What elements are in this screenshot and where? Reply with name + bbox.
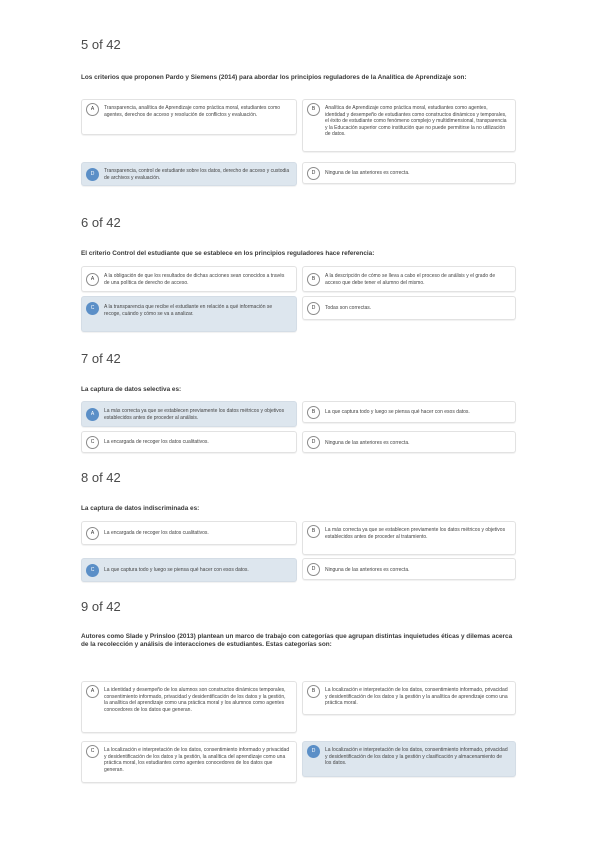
option-text: La localización e interpretación de los datos, consentimiento informado y privacidad y desidentificación de los datos y la gestión, la analítica del aprendizaje como una práctica moral, los estudiantes como agentes conocedores de los datos que generan. bbox=[104, 747, 290, 773]
option-letter: A bbox=[86, 685, 99, 698]
option-text: Ninguna de las anteriores es correcta. bbox=[325, 440, 410, 446]
option-letter: B bbox=[307, 103, 320, 116]
option-text: La más correcta ya que se establecen previamente los datos métricos y objetivos establecidos antes de proceder al tratamiento. bbox=[325, 527, 506, 540]
question-text: La captura de datos indiscriminada es: bbox=[81, 505, 200, 512]
option-text: Transparencia, analítica de Aprendizaje como práctica moral, estudiantes como agentes, derechos de acceso y resolución de conflictos y evaluación. bbox=[104, 105, 281, 118]
question-number: 9 of 42 bbox=[81, 599, 121, 614]
option-d[interactable] bbox=[302, 558, 516, 580]
option-text: Todas son correctas. bbox=[325, 305, 372, 311]
option-d[interactable] bbox=[302, 296, 516, 320]
option-d[interactable] bbox=[302, 431, 516, 453]
option-d[interactable] bbox=[302, 162, 516, 184]
question-number: 5 of 42 bbox=[81, 37, 121, 52]
option-c[interactable] bbox=[81, 296, 297, 332]
option-c[interactable] bbox=[81, 741, 297, 783]
option-letter: C bbox=[86, 745, 99, 758]
option-letter: A bbox=[86, 527, 99, 540]
option-text: La localización e interpretación de los datos, consentimiento informado, privacidad y desidentificación de los datos y la gestión y clasificación y almacenamiento de los datos. bbox=[325, 747, 508, 766]
option-text: Ninguna de las anteriores es correcta. bbox=[325, 170, 410, 176]
question-text: Los criterios que proponen Pardo y Siemens (2014) para abordar los principios reguladores de la Analítica de Aprendizaje son: bbox=[81, 74, 467, 81]
option-b[interactable] bbox=[302, 266, 516, 292]
question-text: Autores como Slade y Prinsloo (2013) plantean un marco de trabajo con categorías que agrupan distintas inquietudes éticas y dilemas acerca de la recolección y análisis de interacciones de estudiantes. Estas categorías son: bbox=[81, 633, 513, 648]
option-letter: C bbox=[86, 436, 99, 449]
option-a[interactable] bbox=[81, 521, 297, 545]
option-letter: D bbox=[307, 167, 320, 180]
option-c[interactable] bbox=[81, 558, 297, 582]
option-c[interactable] bbox=[81, 162, 297, 186]
question-text: La captura de datos selectiva es: bbox=[81, 386, 182, 393]
option-a[interactable] bbox=[81, 401, 297, 427]
option-b[interactable] bbox=[302, 99, 516, 152]
option-text: A la obligación de que los resultados de dichas acciones sean conocidos a través de una política de derecho de acceso. bbox=[104, 273, 285, 286]
option-letter: A bbox=[86, 408, 99, 421]
option-letter: D bbox=[86, 168, 99, 181]
option-letter: D bbox=[307, 745, 320, 758]
option-text: Transparencia, control de estudiante sobre los datos, derecho de acceso y custodia de archivos y evaluación. bbox=[104, 168, 290, 181]
question-number: 6 of 42 bbox=[81, 215, 121, 230]
option-b[interactable] bbox=[302, 681, 516, 715]
option-letter: A bbox=[86, 103, 99, 116]
option-a[interactable] bbox=[81, 681, 297, 733]
option-a[interactable] bbox=[81, 266, 297, 292]
option-letter: B bbox=[307, 273, 320, 286]
question-number: 8 of 42 bbox=[81, 470, 121, 485]
option-b[interactable] bbox=[302, 401, 516, 423]
option-letter: B bbox=[307, 525, 320, 538]
option-text: La encargada de recoger los datos cualitativos. bbox=[104, 439, 209, 445]
option-letter: C bbox=[86, 564, 99, 577]
option-text: A la transparencia que recibe el estudiante en relación a qué información se recoge, cuándo y cómo se va a analizar. bbox=[104, 304, 273, 317]
option-letter: D bbox=[307, 563, 320, 576]
option-text: La identidad y desempeño de los alumnos son constructos dinámicos temporales, consentimiento informado, privacidad y desidentificación de los datos y la gestión, la analítica del aprendizaje como una práctica moral y los alumnos como agentes conocedores de los datos que generan. bbox=[104, 687, 286, 713]
option-d[interactable] bbox=[302, 741, 516, 777]
option-letter: D bbox=[307, 436, 320, 449]
option-text: La que captura todo y luego se piensa qué hacer con esos datos. bbox=[325, 409, 470, 415]
option-text: Analítica de Aprendizaje como práctica moral, estudiantes como agentes, identidad y desempeño de estudiantes como constructos dinámicos y temporales, el éxito de estudiante como fenómeno complejo y multidimensional, transparencia y la Educación superior como institución que no puede permitirse la no utilización de datos. bbox=[325, 105, 507, 137]
option-text: A la descripción de cómo se lleva a cabo el proceso de análisis y el grado de acceso que debe tener el alumno del mismo. bbox=[325, 273, 496, 286]
option-letter: C bbox=[86, 302, 99, 315]
option-text: La localización e interpretación de los datos, consentimiento informado, privacidad y desidentificación de los datos y la gestión y la analítica de aprendizaje como una práctica moral. bbox=[325, 687, 508, 706]
option-text: La que captura todo y luego se piensa qué hacer con esos datos. bbox=[104, 567, 249, 573]
option-text: Ninguna de las anteriores es correcta. bbox=[325, 567, 410, 573]
option-b[interactable] bbox=[302, 521, 516, 555]
option-letter: B bbox=[307, 406, 320, 419]
option-letter: B bbox=[307, 685, 320, 698]
question-text: El criterio Control del estudiante que se establece en los principios reguladores hace referencia: bbox=[81, 250, 375, 257]
option-text: La encargada de recoger los datos cualitativos. bbox=[104, 530, 209, 536]
option-text: La más correcta ya que se establecen previamente los datos métricos y objetivos establecidos antes de proceder al análisis. bbox=[104, 408, 285, 421]
option-letter: D bbox=[307, 302, 320, 315]
option-c[interactable] bbox=[81, 431, 297, 453]
option-a[interactable] bbox=[81, 99, 297, 135]
question-number: 7 of 42 bbox=[81, 351, 121, 366]
option-letter: A bbox=[86, 273, 99, 286]
